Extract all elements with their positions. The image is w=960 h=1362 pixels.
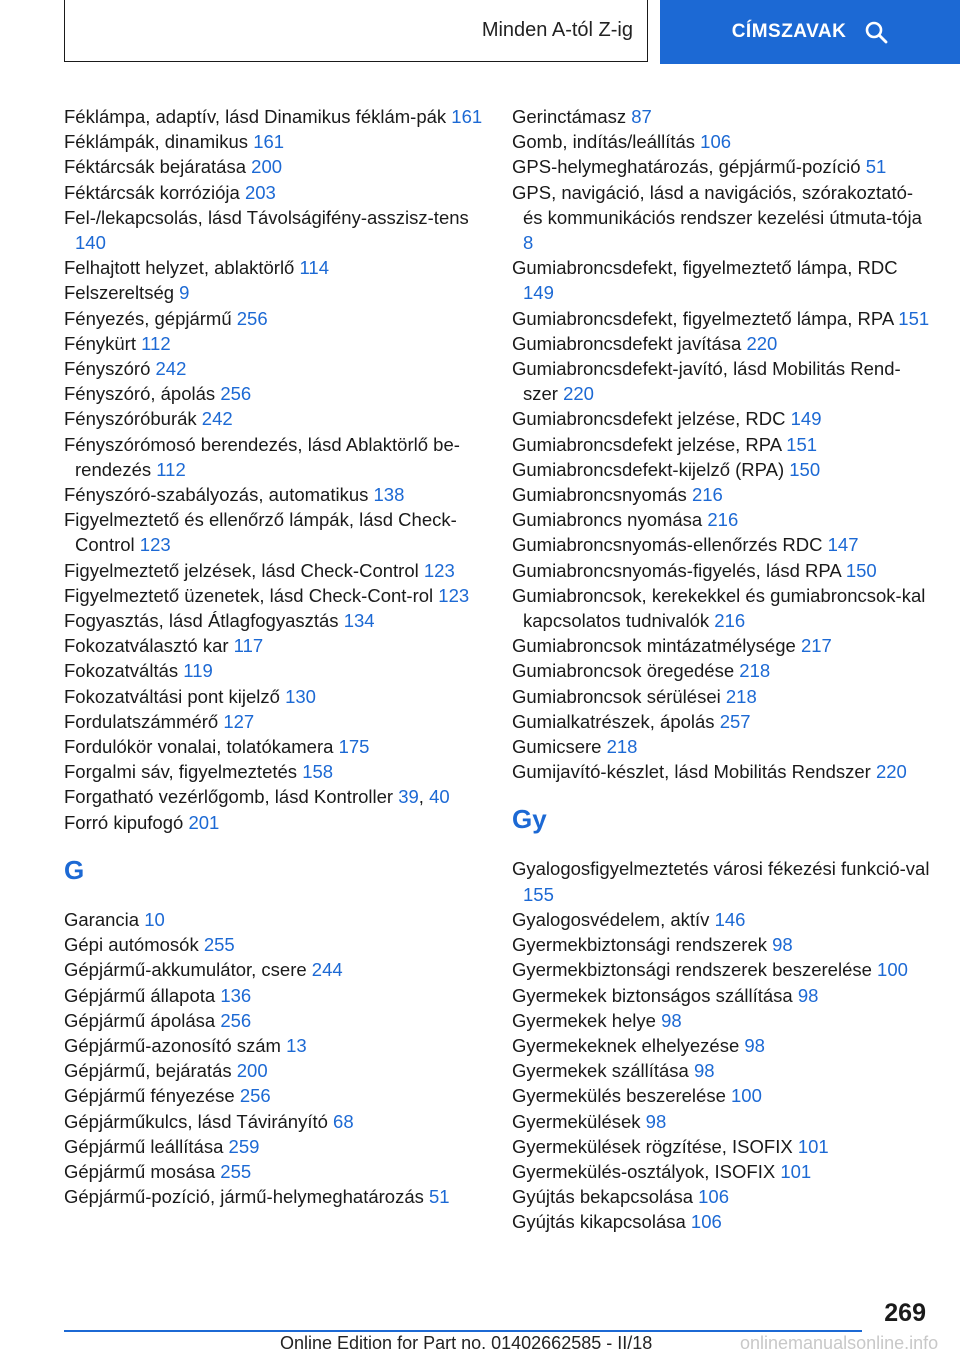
- page-link[interactable]: 256: [236, 307, 268, 329]
- index-entry-text: Gyermekek helye: [512, 1009, 656, 1031]
- index-entry[interactable]: [64, 583, 484, 608]
- index-entry[interactable]: [64, 1058, 484, 1083]
- tab-a-to-z-label: Minden A-tól Z-ig: [481, 19, 633, 41]
- index-entry-text: Fogyasztás, lásd Átlagfogyasztás: [64, 610, 339, 632]
- index-entry[interactable]: [512, 558, 932, 583]
- page-link[interactable]: 175: [338, 736, 370, 758]
- index-entry-text: Gyalogosfigyelmeztetés városi fékezési funkció‐val: [512, 858, 930, 880]
- index-entry-text: Gumiabroncsnyomás-figyelés, lásd RPA: [512, 559, 841, 581]
- page-link[interactable]: 68: [333, 1110, 354, 1132]
- index-entry-text: Gyermekek biztonságos szállítása: [512, 984, 793, 1006]
- index-entry[interactable]: [512, 932, 932, 957]
- index-entry-text: Gumiabroncsdefekt, figyelmeztető lámpa, RPA: [512, 307, 894, 329]
- index-entry-text: Gyújtás bekapcsolása: [512, 1186, 693, 1208]
- header-bar: [64, 0, 960, 64]
- index-entry[interactable]: [64, 507, 484, 557]
- page-link[interactable]: 161: [253, 131, 285, 153]
- index-entry-text: Forró kipufogó: [64, 811, 184, 833]
- page-link[interactable]: 255: [220, 1160, 252, 1182]
- index-entry[interactable]: [512, 957, 932, 982]
- page-link[interactable]: 98: [693, 1060, 715, 1082]
- index-entry-text: Fordulókör vonalai, tolatókamera: [64, 736, 334, 758]
- page-link[interactable]: 257: [719, 710, 751, 732]
- page-link[interactable]: 155: [523, 883, 554, 905]
- index-entry[interactable]: [512, 154, 932, 179]
- page-link[interactable]: 244: [311, 959, 343, 981]
- page-link[interactable]: 149: [523, 282, 554, 304]
- index-entry-text: Gépjármű ápolása: [64, 1009, 216, 1031]
- index-entry[interactable]: [512, 1159, 932, 1184]
- index-entry[interactable]: [64, 306, 484, 331]
- index-entry-text: Féklámpa, adaptív, lásd Dinamikus féklám‐pák: [64, 106, 447, 127]
- page-link[interactable]: 123: [423, 559, 455, 581]
- page-link[interactable]: 200: [251, 156, 283, 178]
- page-link[interactable]: 106: [700, 131, 732, 153]
- page-link[interactable]: 98: [744, 1034, 765, 1056]
- page-link[interactable]: 138: [373, 484, 405, 506]
- page-link[interactable]: 220: [875, 761, 907, 783]
- page-link[interactable]: 13: [286, 1034, 307, 1056]
- page-link[interactable]: 256: [239, 1085, 271, 1107]
- index-entry[interactable]: [512, 532, 932, 557]
- index-entry[interactable]: [64, 932, 484, 957]
- index-entry[interactable]: [64, 734, 484, 759]
- page-link[interactable]: 98: [661, 1009, 682, 1031]
- index-entry[interactable]: [512, 356, 932, 406]
- page-link[interactable]: 151: [786, 433, 818, 455]
- page-link[interactable]: 98: [645, 1110, 667, 1132]
- index-entry[interactable]: [64, 1083, 484, 1108]
- page-link[interactable]: 117: [233, 635, 264, 657]
- index-entry-text: Fokozatválasztó kar: [64, 635, 229, 657]
- index-entry[interactable]: [64, 205, 484, 255]
- index-entry-text: Gyermekülések rögzítése, ISOFIX: [512, 1135, 793, 1157]
- page-link[interactable]: 98: [772, 934, 793, 956]
- page-link[interactable]: 9: [179, 282, 190, 304]
- index-entry-text: Fénykürt: [64, 332, 136, 354]
- page-link[interactable]: 106: [690, 1211, 722, 1233]
- index-entry[interactable]: [512, 983, 932, 1008]
- index-entry[interactable]: [64, 658, 484, 683]
- index-entry-text: Figyelmeztető és ellenőrző lámpák, lásd Check-Control: [64, 509, 457, 556]
- index-entry-text: Féktárcsák bejáratása: [64, 156, 247, 178]
- index-entry[interactable]: [512, 907, 932, 932]
- index-entry-text: Forgatható vezérlőgomb, lásd Kontroller: [64, 786, 394, 808]
- index-entry-text: Gumiabroncsnyomás: [512, 484, 687, 506]
- index-entry-text: Gumiabroncsdefekt-kijelző (RPA): [512, 458, 785, 480]
- page-link[interactable]: 216: [691, 484, 723, 506]
- page-number: 269: [884, 1299, 926, 1327]
- index-entry[interactable]: [512, 1109, 932, 1134]
- index-entry[interactable]: [64, 180, 484, 205]
- index-entry-text: Gépjármű, bejáratás: [64, 1060, 232, 1082]
- index-entry-text: Gyalogosvédelem, aktív: [512, 908, 710, 930]
- index-entry[interactable]: [64, 759, 484, 784]
- page-link[interactable]: 39: [398, 786, 419, 808]
- index-entry[interactable]: [64, 331, 484, 356]
- page-link[interactable]: 112: [156, 458, 186, 480]
- page-link[interactable]: 119: [183, 660, 213, 682]
- index-entry[interactable]: [512, 457, 932, 482]
- page-link[interactable]: 106: [698, 1186, 730, 1208]
- index-entry-text: Gyermekbiztonsági rendszerek beszerelése: [512, 959, 872, 981]
- tab-keywords[interactable]: [660, 0, 960, 64]
- index-entry-text: GPS-helymeghatározás, gépjármű-pozíció: [512, 156, 861, 178]
- index-entry[interactable]: [64, 129, 484, 154]
- index-entry-text: Gumiabroncsdefekt jelzése, RDC: [512, 408, 786, 430]
- page-link[interactable]: 218: [739, 660, 771, 682]
- index-entry[interactable]: [64, 684, 484, 709]
- index-entry[interactable]: [512, 1209, 932, 1234]
- index-entry[interactable]: [64, 709, 484, 734]
- index-entry[interactable]: [512, 331, 932, 356]
- index-entry-text: Gépjármű állapota: [64, 984, 216, 1006]
- index-entry[interactable]: [64, 104, 484, 129]
- page-link[interactable]: 242: [155, 358, 187, 380]
- index-entry[interactable]: [512, 759, 932, 784]
- index-entry-text: Gépjármű fényezése: [64, 1085, 235, 1107]
- page-link[interactable]: 203: [244, 181, 276, 203]
- page-link[interactable]: 220: [563, 383, 594, 405]
- page-link[interactable]: 158: [302, 761, 334, 783]
- footer-divider: [64, 1330, 862, 1332]
- index-entry-text: Felszereltség: [64, 282, 175, 304]
- index-entry[interactable]: [64, 154, 484, 179]
- index-entry-text: Gumijavító-készlet, lásd Mobilitás Rendszer: [512, 761, 871, 783]
- index-entry[interactable]: [512, 507, 932, 532]
- index-entry[interactable]: [64, 907, 484, 932]
- index-entry-text: Gyermekek szállítása: [512, 1060, 689, 1082]
- index-entry[interactable]: [512, 734, 932, 759]
- page-link[interactable]: 220: [746, 332, 778, 354]
- index-entry-text: Gumiabroncsdefekt javítása: [512, 332, 742, 354]
- page-link[interactable]: 217: [800, 635, 832, 657]
- index-entry[interactable]: [512, 1058, 932, 1083]
- page-link[interactable]: 259: [228, 1135, 260, 1157]
- index-entry-text: Garancia: [64, 908, 140, 930]
- index-entry[interactable]: [512, 684, 932, 709]
- footer-edition: Online Edition for Part no. 01402662585 - II/18: [280, 1333, 653, 1353]
- page-link[interactable]: 242: [201, 408, 233, 430]
- index-entry[interactable]: [64, 356, 484, 381]
- page-link[interactable]: 100: [877, 959, 908, 981]
- index-entry[interactable]: [512, 1033, 932, 1058]
- page-link[interactable]: 130: [285, 685, 316, 707]
- index-entry-text: Fordulatszámmérő: [64, 710, 219, 732]
- index-entry-text: Gépjármű leállítása: [64, 1135, 224, 1157]
- index-entry[interactable]: [512, 1134, 932, 1159]
- index-entry[interactable]: [64, 1184, 484, 1209]
- watermark: onlinemanualsonline.info: [740, 1333, 939, 1353]
- index-entry[interactable]: [512, 306, 932, 331]
- index-entry-text: Gumiabroncsdefekt jelzése, RPA: [512, 433, 782, 455]
- index-entry-text: Gépjárműkulcs, lásd Távirányító: [64, 1110, 328, 1132]
- index-entry[interactable]: [512, 180, 932, 256]
- page-link[interactable]: 149: [790, 408, 822, 430]
- index-entry-text: Fényszóróburák: [64, 408, 197, 430]
- index-entry-text: Figyelmeztető jelzések, lásd Check-Control: [64, 559, 419, 581]
- index-entry-text: Gumiabroncsok mintázatmélysége: [512, 635, 796, 657]
- index-entry-text: Gumiabroncsnyomás-ellenőrzés RDC: [512, 534, 823, 556]
- page-link[interactable]: 134: [343, 610, 375, 632]
- tab-keywords-label: CÍMSZAVAK: [731, 21, 847, 42]
- page-link[interactable]: 256: [220, 383, 252, 405]
- index-entry-text: Gumiabroncsdefekt, figyelmeztető lámpa, RDC: [512, 257, 898, 279]
- page-link[interactable]: 8: [523, 232, 534, 254]
- index-entry-text: Gumialkatrészek, ápolás: [512, 710, 715, 732]
- index-entry-text: Gyermekeknek elhelyezése: [512, 1034, 740, 1056]
- index-entry-text: Féklámpák, dinamikus: [64, 131, 249, 153]
- page-link[interactable]: 100: [731, 1085, 762, 1107]
- index-entry-text: Fel-/lekapcsolás, lásd Távolságifény-asszisz‐tens: [64, 206, 469, 228]
- index-entry-text: GPS, navigáció, lásd a navigációs, szórakoztató- és kommunikációs rendszer kezelési útmuta‐tója: [512, 181, 922, 228]
- section-letter: G: [64, 854, 85, 885]
- index-entry-text: Gumiabroncsok, kerekekkel és gumiabroncsok‐kal kapcsolatos tudnivalók: [512, 584, 926, 632]
- index-entry-text: Gerinctámasz: [512, 106, 627, 127]
- index-entry-text: Fényszóró: [64, 358, 151, 380]
- index-entry-text: Fényezés, gépjármű: [64, 307, 232, 329]
- page-link[interactable]: 140: [75, 232, 106, 254]
- search-icon: [864, 20, 888, 44]
- index-entry-text: Gépjármű-pozíció, jármű-helymeghatározás: [64, 1186, 424, 1208]
- index-entry-text: Gépjármű mosása: [64, 1160, 216, 1182]
- index-entry[interactable]: Forgatható vezérlőgomb, lásd Kontroller 39, 40: [64, 786, 450, 808]
- index-entry[interactable]: [64, 810, 484, 835]
- index-entry-text: Figyelmeztető üzenetek, lásd Check-Cont‐rol: [64, 584, 434, 606]
- index-entry-text: Fokozatváltási pont kijelző: [64, 685, 280, 707]
- index-entry[interactable]: [512, 482, 932, 507]
- index-entry-text: Gumiabroncsok öregedése: [512, 660, 735, 682]
- index-entry[interactable]: [64, 255, 484, 280]
- index-column-right: [512, 104, 932, 1235]
- index-entry[interactable]: [64, 482, 484, 507]
- index-entry-text: Gépi autómosók: [64, 934, 199, 956]
- page-link[interactable]: 151: [898, 307, 930, 329]
- page-link[interactable]: 101: [797, 1135, 829, 1157]
- index-entry-text: Forgalmi sáv, figyelmeztetés: [64, 761, 298, 783]
- index-entry[interactable]: [64, 381, 484, 406]
- page-link[interactable]: 87: [631, 106, 652, 127]
- page-link[interactable]: 51: [429, 1186, 450, 1208]
- index-entry-text: Gumiabroncsok sérülései: [512, 685, 721, 707]
- page-link[interactable]: 10: [144, 908, 165, 930]
- index-entry[interactable]: [512, 709, 932, 734]
- index-entry[interactable]: [64, 1033, 484, 1058]
- page-link[interactable]: 136: [220, 984, 252, 1006]
- index-entry-text: Gumiabroncs nyomása: [512, 509, 703, 531]
- index-entry[interactable]: [64, 432, 484, 482]
- page-link[interactable]: 201: [188, 811, 220, 833]
- index-entry-text: Gyermekülés beszerelése: [512, 1085, 726, 1107]
- index-entry[interactable]: [512, 658, 932, 683]
- index-entry[interactable]: [512, 1008, 932, 1033]
- index-entry-text: Féktárcsák korróziója: [64, 181, 240, 203]
- index-column-left: [64, 104, 484, 1209]
- index-entry-text: Gumiabroncsdefekt-javító, lásd Mobilitás Rend‐szer: [512, 358, 901, 405]
- index-entry-text: Fényszóró, ápolás: [64, 383, 216, 405]
- page-link[interactable]: 200: [236, 1060, 268, 1082]
- index-entry[interactable]: [64, 608, 484, 633]
- index-entry[interactable]: [64, 1134, 484, 1159]
- page-link[interactable]: 216: [714, 610, 746, 632]
- page-link[interactable]: 218: [725, 685, 757, 707]
- index-entry[interactable]: [512, 633, 932, 658]
- index-entry[interactable]: [64, 1159, 484, 1184]
- index-entry[interactable]: [64, 1109, 484, 1134]
- page-link[interactable]: 40: [429, 786, 450, 808]
- index-entry[interactable]: [64, 983, 484, 1008]
- index-entry-text: Felhajtott helyzet, ablaktörlő: [64, 257, 295, 279]
- page-link[interactable]: 123: [139, 534, 171, 556]
- page-link[interactable]: 216: [707, 509, 739, 531]
- index-entry[interactable]: [512, 856, 932, 906]
- index-entry[interactable]: [512, 406, 932, 431]
- index-entry[interactable]: [512, 255, 932, 305]
- index-entry[interactable]: [512, 432, 932, 457]
- index-entry-text: Gépjármű-akkumulátor, csere: [64, 959, 307, 981]
- page-link[interactable]: 101: [780, 1160, 812, 1182]
- page-link[interactable]: 51: [865, 156, 887, 178]
- page-link[interactable]: 256: [220, 1009, 252, 1031]
- page-link[interactable]: 218: [606, 736, 638, 758]
- index-entry[interactable]: [64, 1008, 484, 1033]
- page-link[interactable]: 114: [299, 257, 329, 279]
- page-link[interactable]: 150: [845, 559, 877, 581]
- index-entry[interactable]: [64, 406, 484, 431]
- index-entry-text: Fényszórómosó berendezés, lásd Ablaktörlő be‐rendezés: [64, 433, 460, 480]
- index-entry[interactable]: [512, 129, 932, 154]
- page-link[interactable]: 146: [714, 908, 746, 930]
- page-link[interactable]: 255: [203, 934, 235, 956]
- index-entry-text: Gyermekülés-osztályok, ISOFIX: [512, 1160, 776, 1182]
- page-link[interactable]: 98: [797, 984, 819, 1006]
- page-link[interactable]: 123: [438, 584, 470, 606]
- page-link[interactable]: 147: [827, 534, 859, 556]
- page-link[interactable]: 127: [223, 710, 255, 732]
- page-link[interactable]: 150: [789, 458, 821, 480]
- index-entry-text: Gomb, indítás/leállítás: [512, 131, 696, 153]
- index-entry[interactable]: [512, 104, 932, 129]
- index-entry-text: Gyermekbiztonsági rendszerek: [512, 934, 767, 956]
- index-entry-text: Gépjármű-azonosító szám: [64, 1034, 281, 1056]
- index-entry-text: Fokozatváltás: [64, 660, 179, 682]
- index-entry[interactable]: [64, 558, 484, 583]
- page-link[interactable]: 161: [451, 106, 483, 127]
- index-entry[interactable]: [64, 957, 484, 982]
- index-entry[interactable]: [512, 1184, 932, 1209]
- tab-a-to-z[interactable]: [64, 0, 648, 62]
- index-entry[interactable]: [512, 1083, 932, 1108]
- page-link[interactable]: 112: [141, 332, 171, 354]
- index-entry[interactable]: [64, 280, 484, 305]
- index-entry-text: Fényszóró-szabályozás, automatikus: [64, 484, 369, 506]
- section-letter: Gy: [512, 804, 547, 835]
- index-entry-text: Gyújtás kikapcsolása: [512, 1211, 686, 1233]
- index-entry-text: Gumicsere: [512, 736, 602, 758]
- index-entry-text: Gyermekülések: [512, 1110, 641, 1132]
- index-entry[interactable]: [64, 633, 484, 658]
- index-entry[interactable]: [512, 583, 932, 633]
